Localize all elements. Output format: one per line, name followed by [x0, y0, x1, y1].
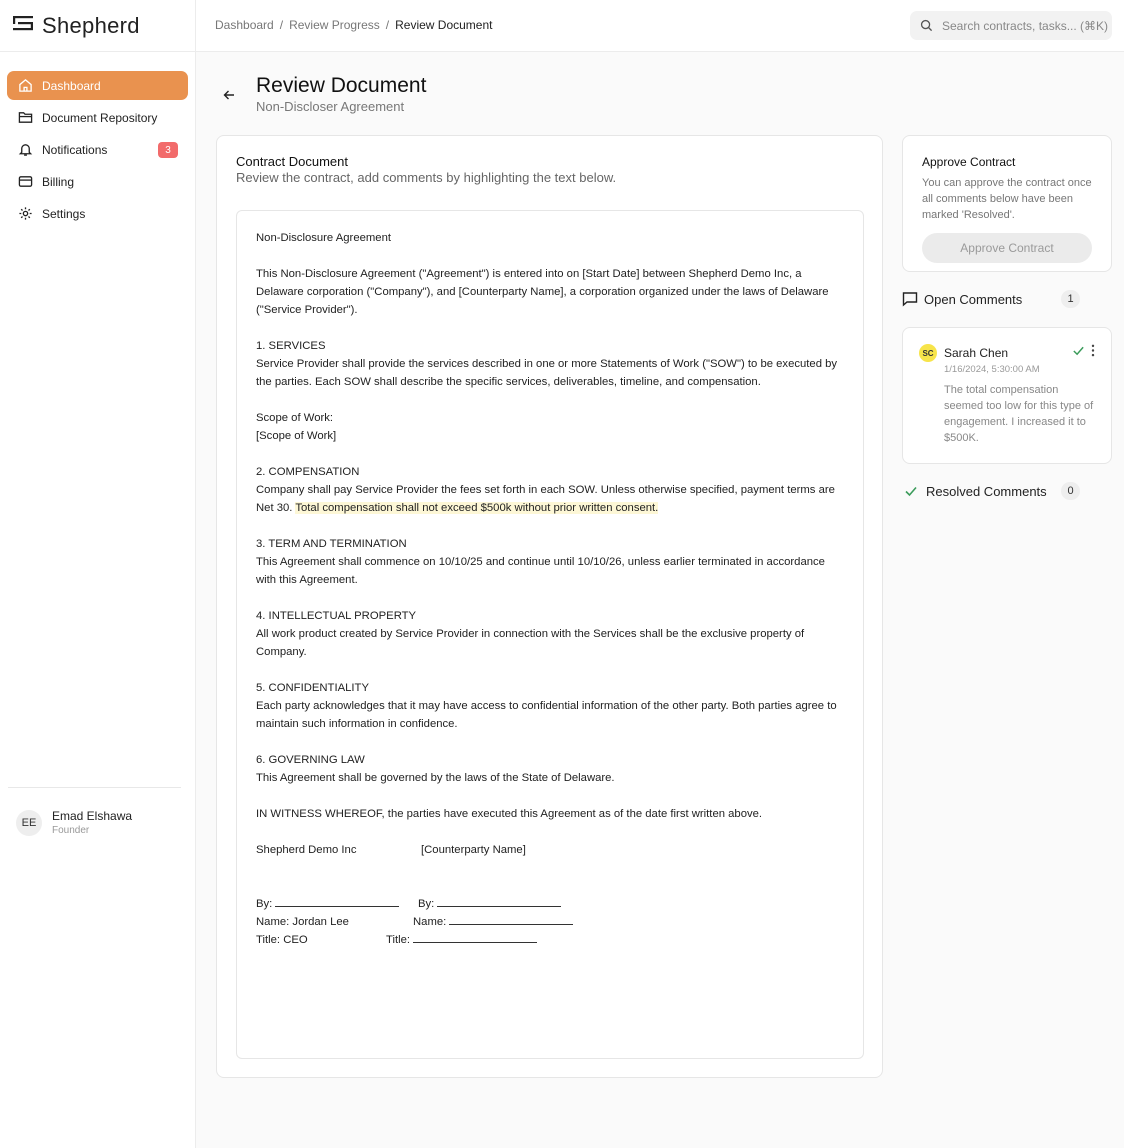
doc-section-compensation: [256, 463, 844, 517]
contract-document-card: [216, 135, 883, 1078]
section-title: 3. TERM AND TERMINATION: [256, 538, 407, 550]
section-title: 1. SERVICES: [256, 340, 326, 352]
folder-icon: [17, 110, 33, 126]
party-a: Shepherd Demo Inc: [256, 844, 357, 856]
section-text: [Scope of Work]: [256, 430, 337, 442]
resolved-comments-count: 0: [1061, 482, 1080, 500]
check-icon: [904, 483, 920, 499]
party-b: [Counterparty Name]: [421, 844, 526, 856]
comment-timestamp: 1/16/2024, 5:30:00 AM: [944, 364, 1040, 375]
title-label: Title:: [386, 934, 411, 946]
signature-parties: [256, 841, 844, 859]
comment-text: The total compensation seemed too low for this type of engagement. I increased it to $500K.: [944, 384, 1094, 444]
breadcrumb-separator: /: [385, 18, 390, 32]
signature-line: [449, 913, 573, 925]
doc-section-law: [256, 751, 844, 787]
search-input[interactable]: [910, 11, 1112, 40]
sidebar-item-billing[interactable]: [7, 167, 188, 196]
highlighted-text[interactable]: Total compensation shall not exceed $500k without prior written consent.: [295, 502, 659, 514]
card-title: Contract Document: [236, 154, 348, 169]
notification-count-badge: 3: [158, 142, 178, 158]
gear-icon: [17, 206, 33, 222]
open-comments-count: 1: [1061, 290, 1080, 308]
comment-icon: [902, 291, 918, 307]
breadcrumb-dashboard[interactable]: Dashboard: [215, 18, 274, 32]
sidebar-item-label: Document Repository: [42, 110, 158, 125]
card-subtitle: Review the contract, add comments by highlighting the text below.: [236, 170, 617, 185]
approve-description: You can approve the contract once all comments below have been marked 'Resolved'.: [922, 177, 1092, 221]
sidebar-item-label: Settings: [42, 206, 86, 221]
signature-title-row: [256, 931, 844, 949]
doc-section-ip: [256, 607, 844, 661]
sidebar-item-document-repository[interactable]: [7, 103, 188, 132]
credit-card-icon: [17, 174, 33, 190]
sidebar-item-label: Notifications: [42, 142, 108, 157]
section-text: This Agreement shall commence on 10/10/25 and continue until 10/10/26, unless earlier terminated in accordance with this Agreement.: [256, 556, 825, 586]
signature-by-row: [256, 895, 844, 913]
title-label: Title:: [256, 934, 281, 946]
section-text: All work product created by Service Provider in connection with the Services shall be the exclusive property of Company.: [256, 628, 805, 658]
signature-line: [275, 895, 399, 907]
section-title: 2. COMPENSATION: [256, 466, 360, 478]
name-label: Name:: [413, 916, 447, 928]
approve-contract-card: [902, 135, 1112, 272]
back-arrow-icon[interactable]: [220, 86, 238, 104]
app-name: Shepherd: [42, 12, 140, 38]
section-text: Service Provider shall provide the services described in one or more Statements of Work ("SOW") to be executed by the parties. Each SOW shall describe the specific services, deliverables, timeline, and compensation.: [256, 358, 838, 388]
section-text: Each party acknowledges that it may have access to confidential information of the other party. Both parties agree to maintain such information in confidence.: [256, 700, 837, 730]
sidebar: [0, 0, 196, 1148]
resolved-comments-label: Resolved Comments: [926, 483, 1047, 499]
section-title: Scope of Work:: [256, 412, 334, 424]
home-icon: [17, 78, 33, 94]
page-title: Review Document: [256, 74, 427, 97]
check-icon[interactable]: [1072, 344, 1085, 362]
bell-icon: [17, 142, 33, 158]
contract-text[interactable]: [236, 210, 864, 1059]
topbar: [196, 0, 1124, 52]
doc-section-scope: [256, 409, 844, 445]
party-a-title: CEO: [283, 934, 308, 946]
section-text: This Agreement shall be governed by the laws of the State of Delaware.: [256, 772, 615, 784]
search-placeholder: Search contracts, tasks... (⌘K): [942, 18, 1109, 33]
doc-section-services: [256, 337, 844, 391]
signature-line: [437, 895, 561, 907]
breadcrumb-review-progress[interactable]: Review Progress: [289, 18, 380, 32]
signature-name-row: [256, 913, 844, 931]
by-label: By:: [418, 898, 435, 910]
name-label: Name:: [256, 916, 290, 928]
breadcrumb-current: Review Document: [395, 18, 493, 32]
sidebar-nav: [0, 52, 195, 228]
approve-title: Approve Contract: [922, 155, 1016, 169]
compensation-text: Company shall pay Service Provider the fees set forth in each SOW. Unless otherwise specified, payment terms are Net 30.: [256, 484, 835, 514]
avatar: EE: [16, 810, 42, 836]
user-profile[interactable]: [16, 809, 132, 836]
doc-intro: This Non-Disclosure Agreement ("Agreement") is entered into on [Start Date] between Shepherd Demo Inc, a Delaware corporation ("Company"), and [Counterparty Name], a corporation organized under the laws of Delaware ("Service Provider").: [256, 268, 829, 316]
doc-section-term: [256, 535, 844, 589]
resolved-comments-header[interactable]: [904, 482, 1080, 500]
open-comments-label: Open Comments: [924, 291, 1023, 307]
section-title: 6. GOVERNING LAW: [256, 754, 365, 766]
page-subtitle: Non-Discloser Agreement: [256, 99, 405, 114]
user-role: Founder: [52, 825, 90, 836]
user-name: Emad Elshawa: [52, 809, 133, 823]
section-title: 5. CONFIDENTIALITY: [256, 682, 369, 694]
breadcrumb-separator: /: [279, 18, 284, 32]
more-options-icon[interactable]: [1091, 344, 1095, 362]
shepherd-logo-icon: [12, 14, 36, 37]
signature-line: [413, 931, 537, 943]
doc-section-confidentiality: [256, 679, 844, 733]
breadcrumb: [215, 18, 492, 32]
page-header: [220, 74, 426, 114]
sidebar-item-settings[interactable]: [7, 199, 188, 228]
sidebar-item-label: Dashboard: [42, 78, 101, 93]
avatar: SC: [919, 344, 937, 362]
doc-witness: IN WITNESS WHEREOF, the parties have executed this Agreement as of the date first written above.: [256, 808, 763, 820]
section-text: [256, 481, 844, 517]
sidebar-divider: [8, 787, 181, 788]
doc-heading: Non-Disclosure Agreement: [256, 232, 391, 244]
approve-contract-button[interactable]: Approve Contract: [922, 233, 1092, 263]
by-label: By:: [256, 898, 273, 910]
party-a-name: Jordan Lee: [292, 916, 349, 928]
comment-card[interactable]: [902, 327, 1112, 464]
logo[interactable]: [0, 0, 195, 52]
sidebar-item-notifications[interactable]: [7, 135, 188, 164]
sidebar-item-dashboard[interactable]: [7, 71, 188, 100]
comment-author: Sarah Chen: [944, 346, 1009, 360]
search-icon: [920, 19, 934, 33]
sidebar-item-label: Billing: [42, 174, 75, 189]
open-comments-header[interactable]: [902, 290, 1080, 308]
section-title: 4. INTELLECTUAL PROPERTY: [256, 610, 417, 622]
